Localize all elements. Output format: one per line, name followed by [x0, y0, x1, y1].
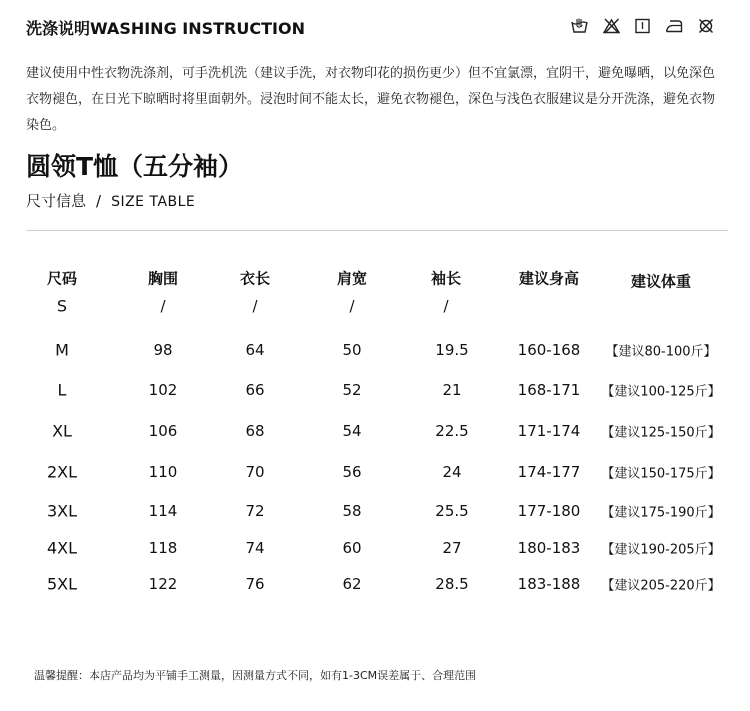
table-cell-shoulder: 62 — [342, 575, 362, 593]
table-cell-shoulder: 58 — [342, 502, 362, 520]
table-cell-weight: 【建议150-175斤】 — [601, 466, 721, 482]
table-cell-weight: 【建议205-220斤】 — [601, 578, 721, 594]
table-cell-size: S — [56, 296, 68, 316]
table-cell-length: 70 — [245, 463, 265, 481]
table-cell-height: 177-180 — [517, 502, 581, 520]
table-cell-size: M — [55, 340, 69, 360]
table-cell-shoulder: 60 — [342, 539, 362, 557]
table-cell-weight: 【建议125-150斤】 — [601, 425, 721, 441]
table-header-shoulder: 肩宽 — [336, 269, 368, 288]
table-cell-height: 168-171 — [517, 381, 581, 399]
table-cell-chest: 114 — [148, 502, 178, 520]
washing-instruction-title: 洗涤说明WASHING INSTRUCTION — [26, 19, 305, 38]
table-header-chest: 胸围 — [147, 269, 179, 288]
table-cell-shoulder: / — [349, 297, 355, 315]
table-cell-chest: 118 — [148, 539, 178, 557]
table-cell-shoulder: 52 — [342, 381, 362, 399]
table-cell-sleeve: 19.5 — [435, 341, 469, 359]
table-cell-weight: 【建议175-190斤】 — [601, 505, 721, 521]
table-cell-length: 72 — [245, 502, 265, 520]
table-cell-sleeve: / — [443, 297, 449, 315]
table-cell-shoulder: 54 — [342, 422, 362, 440]
table-cell-length: 68 — [245, 422, 265, 440]
table-cell-size: L — [57, 380, 67, 400]
table-cell-sleeve: 28.5 — [435, 575, 469, 593]
table-cell-chest: 122 — [148, 575, 178, 593]
table-cell-weight: 【建议100-125斤】 — [601, 384, 721, 400]
table-cell-size: XL — [52, 421, 72, 441]
product-title: 圆领T恤（五分袖） — [26, 152, 244, 181]
table-cell-length: 64 — [245, 341, 265, 359]
table-cell-length: 76 — [245, 575, 265, 593]
table-cell-shoulder: 56 — [342, 463, 362, 481]
table-cell-height: 171-174 — [517, 422, 581, 440]
table-cell-chest: 110 — [148, 463, 178, 481]
size-info-separator: / — [96, 192, 102, 210]
table-cell-size: 5XL — [46, 574, 78, 594]
table-cell-length: 66 — [245, 381, 265, 399]
table-cell-size: 3XL — [46, 501, 78, 521]
table-cell-sleeve: 24 — [442, 463, 462, 481]
table-cell-weight: 【建议190-205斤】 — [601, 542, 721, 558]
table-cell-shoulder: 50 — [342, 341, 362, 359]
table-header-sleeve: 袖长 — [430, 269, 462, 288]
table-cell-chest: 98 — [153, 341, 173, 359]
table-cell-length: 74 — [245, 539, 265, 557]
table-header-height: 建议身高 — [518, 269, 580, 288]
table-cell-length: / — [252, 297, 258, 315]
table-cell-weight: 【建议80-100斤】 — [605, 344, 717, 360]
measurement-note: 温馨提醒：本店产品均为平铺手工测量，因测量方式不同，如有1-3CM误差属于、合理范围 — [34, 669, 477, 682]
table-cell-chest: / — [160, 297, 166, 315]
table-header-size: 尺码 — [46, 269, 78, 288]
table-cell-height: 160-168 — [517, 341, 581, 359]
table-cell-sleeve: 27 — [442, 539, 462, 557]
table-cell-size: 4XL — [46, 538, 78, 558]
table-cell-size: 2XL — [46, 462, 78, 482]
table-cell-height: 180-183 — [517, 539, 581, 557]
table-cell-sleeve: 22.5 — [435, 422, 469, 440]
table-cell-chest: 102 — [148, 381, 178, 399]
table-cell-height: 183-188 — [517, 575, 581, 593]
size-info-cn-label: 尺寸信息 — [26, 192, 87, 210]
table-header-length: 衣长 — [239, 269, 271, 288]
size-info-en-label: SIZE TABLE — [111, 194, 196, 210]
table-cell-chest: 106 — [148, 422, 178, 440]
table-header-weight: 建议体重 — [630, 272, 692, 291]
table-cell-sleeve: 25.5 — [435, 502, 469, 520]
table-cell-height: 174-177 — [517, 463, 581, 481]
washing-instructions-text: 建议使用中性衣物洗涤剂，可手洗机洗（建议手洗，对衣物印花的损伤更少）但不宜氯漂，宜阴干，避免曝晒，以免深色衣物褪色，在日光下晾晒时将里面朝外。浸泡时间不能太长，避免衣物褪色，深色与浅色衣服建议是分开洗涤，避免衣物染色。 — [26, 66, 716, 133]
table-cell-sleeve: 21 — [442, 381, 462, 399]
